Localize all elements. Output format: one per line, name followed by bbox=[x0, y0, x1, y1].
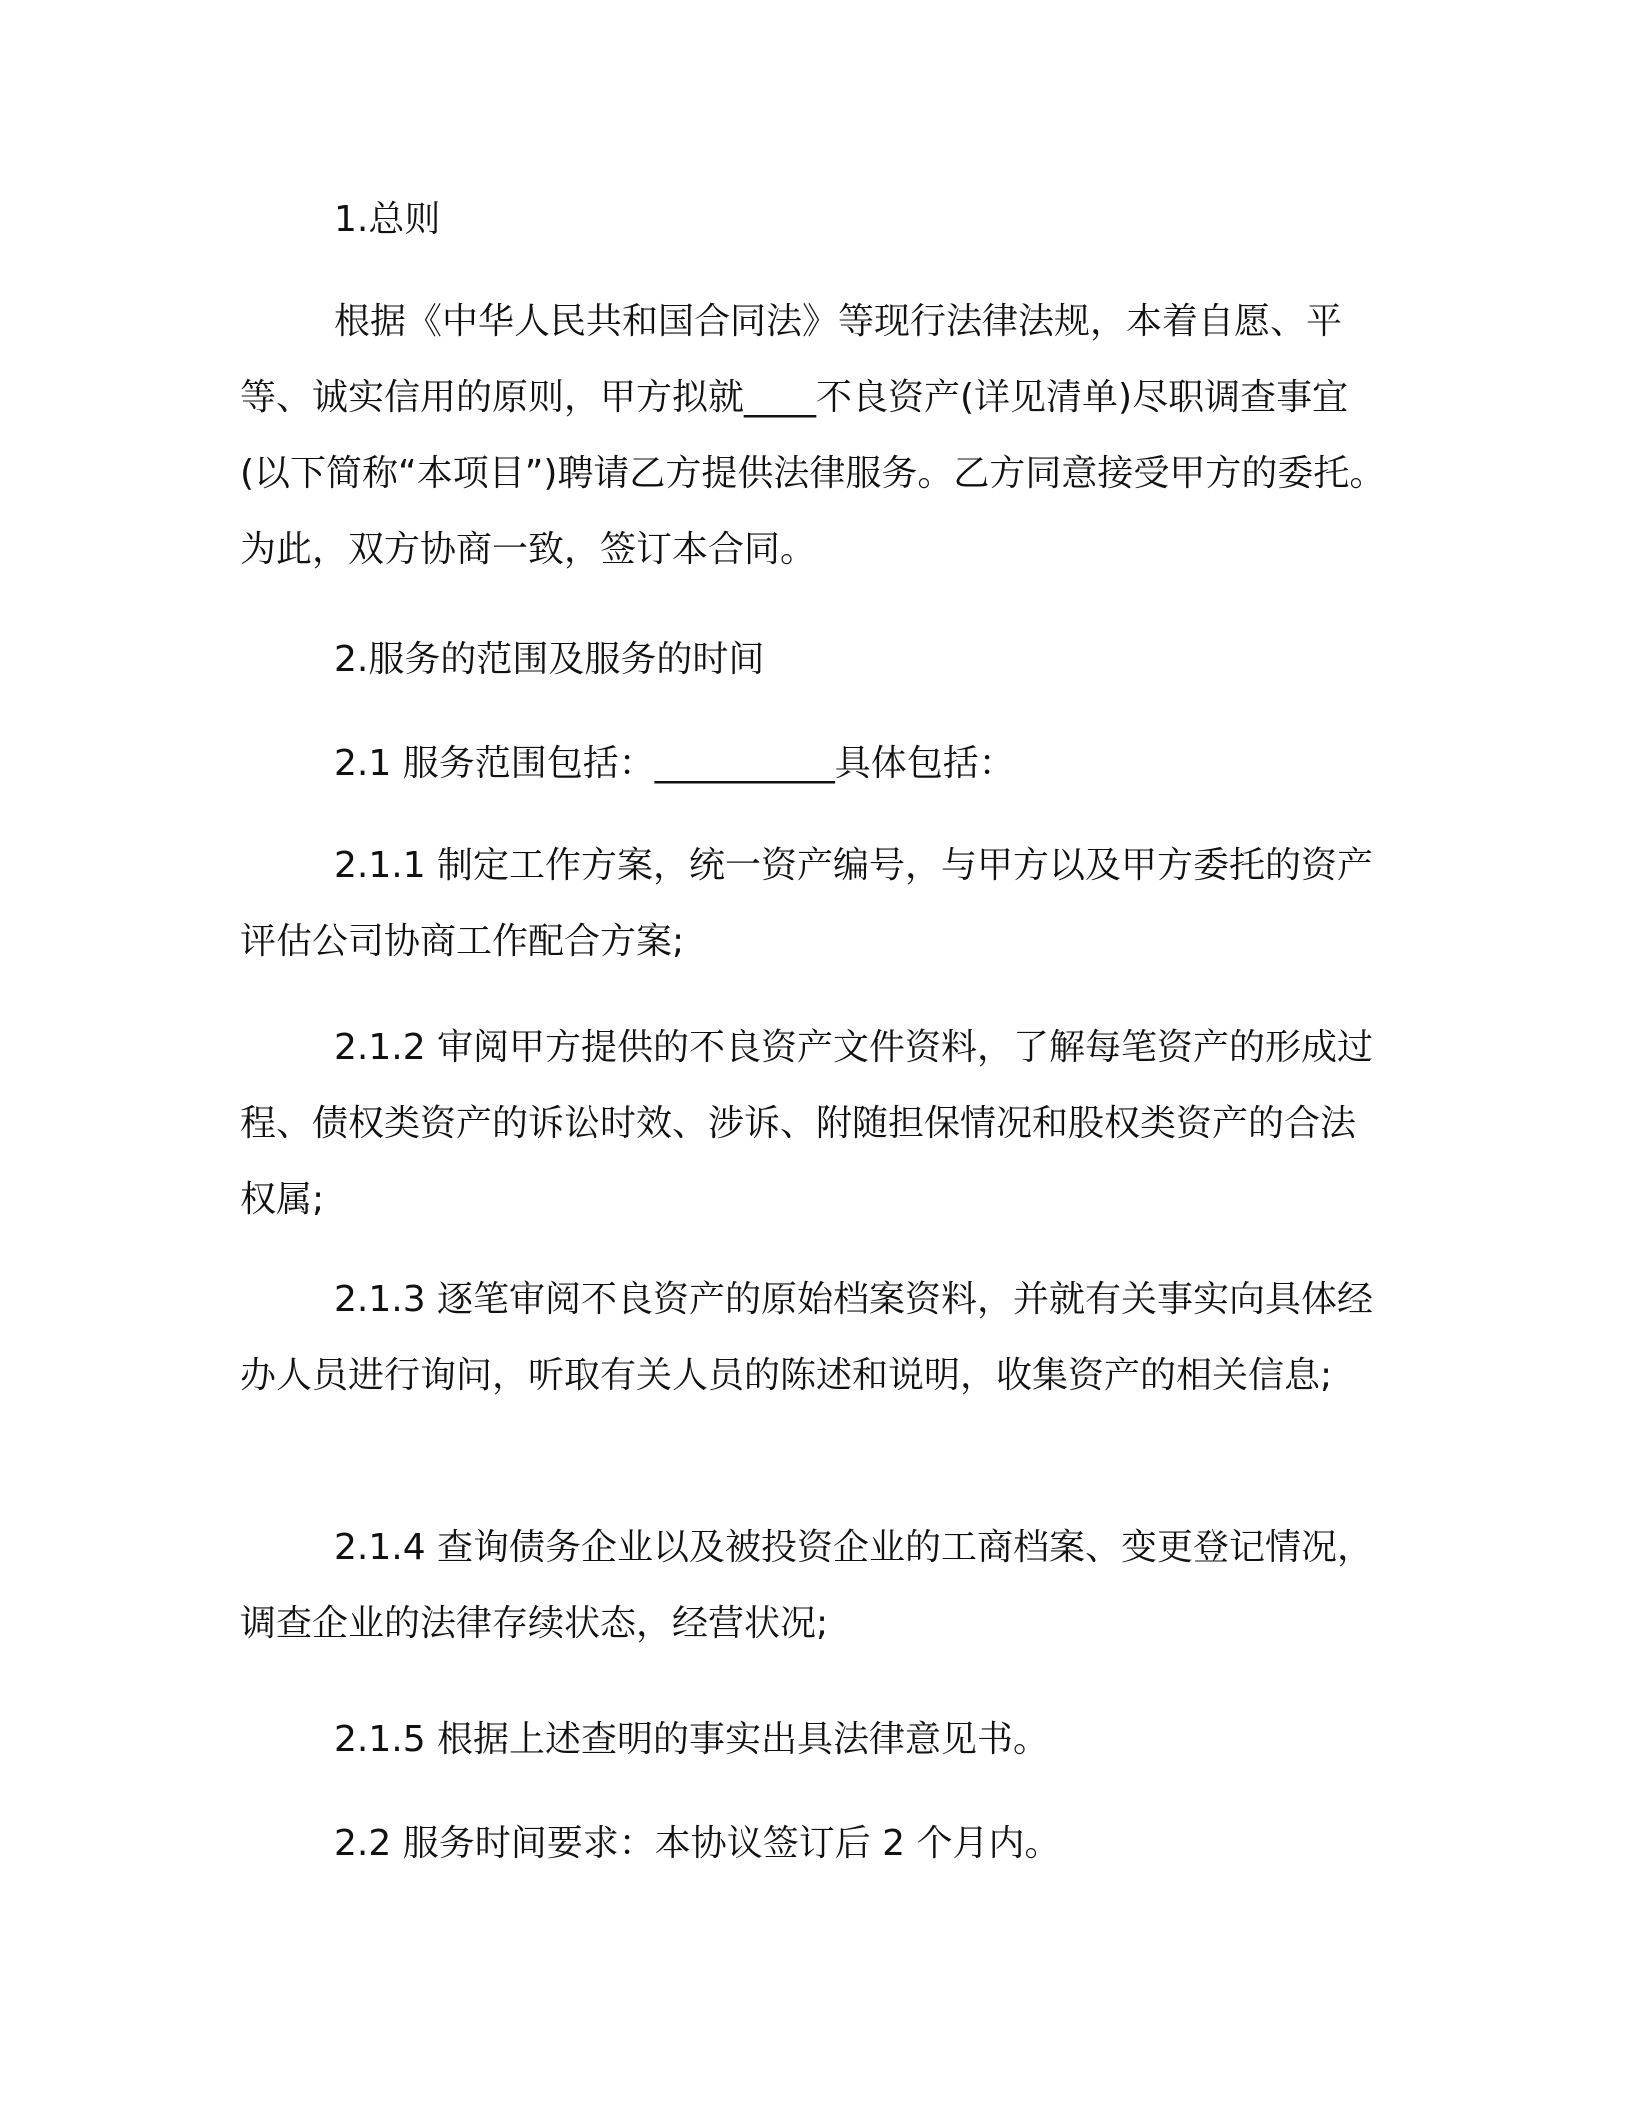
paragraph-2-1-4: 2.1.4 查询债务企业以及被投资企业的工商档案、变更登记情况，调查企业的法律存续状态，经营状况; bbox=[240, 1527, 1374, 1644]
paragraph-2-1-3: 2.1.3 逐笔审阅不良资产的原始档案资料，并就有关事实向具体经办人员进行询问，听取有关人员的陈述和说明，收集资产的相关信息; bbox=[240, 1279, 1374, 1396]
section-heading-scope-time: 2.服务的范围及服务的时间 bbox=[334, 639, 765, 680]
paragraph-2-1-1: 2.1.1 制定工作方案，统一资产编号，与甲方以及甲方委托的资产评估公司协商工作配合方案; bbox=[240, 845, 1374, 962]
paragraph-2-2: 2.2 服务时间要求：本协议签订后 2 个月内。 bbox=[334, 1823, 1061, 1864]
section-heading-general: 1.总则 bbox=[334, 199, 441, 240]
paragraph-2-1: 2.1 服务范围包括：__________具体包括： bbox=[334, 743, 1015, 784]
paragraph-general-body: 根据《中华人民共和国合同法》等现行法律法规，本着自愿、平等、诚实信用的原则，甲方拟就____不良资产(详见清单)尽职调查事宜(以下简称“本项目”)聘请乙方提供法律服务。乙方同意接受甲方的委托。为此，双方协商一致，签订本合同。 bbox=[240, 301, 1386, 570]
paragraph-2-1-2: 2.1.2 审阅甲方提供的不良资产文件资料，了解每笔资产的形成过程、债权类资产的诉讼时效、涉诉、附随担保情况和股权类资产的合法权属; bbox=[240, 1027, 1374, 1220]
paragraph-2-1-5: 2.1.5 根据上述查明的事实出具法律意见书。 bbox=[334, 1719, 1050, 1760]
